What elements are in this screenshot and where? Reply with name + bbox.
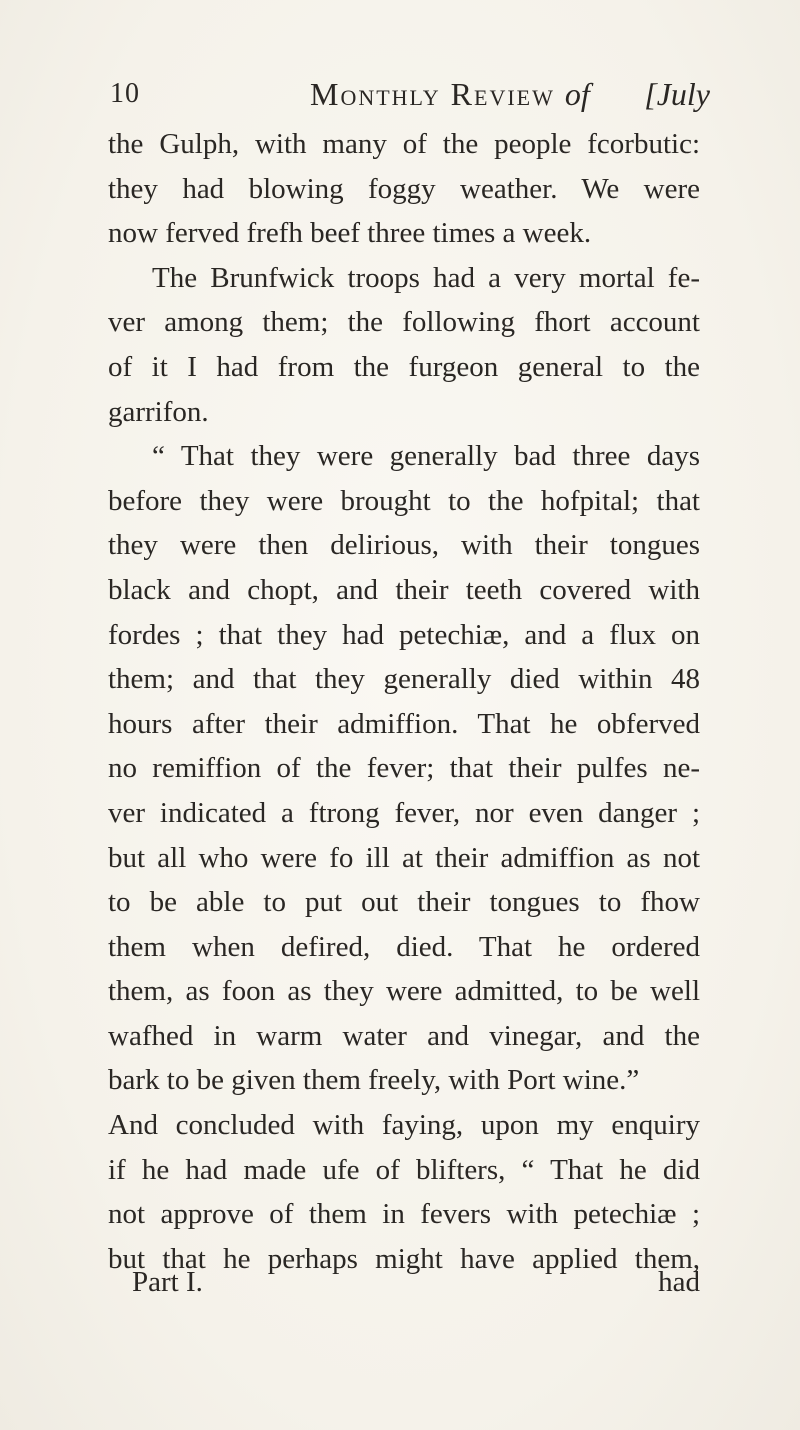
journal-title xyxy=(310,72,590,116)
text-line: if he had made ufe of blifters, “ That he did xyxy=(108,1153,700,1186)
text-line: ver indicated a ftrong fever, nor even danger ; xyxy=(108,796,700,829)
journal-title-of: of xyxy=(564,76,590,112)
month-label: [July xyxy=(644,76,710,112)
text-line: The Brunfwick troops had a very mortal fe- xyxy=(152,261,700,294)
text-line: them, as foon as they were admitted, to be well xyxy=(108,975,700,1008)
text-line: them; and that they generally died within 48 xyxy=(108,663,700,696)
text-line: to be able to put out their tongues to fhow xyxy=(108,886,700,919)
page-footer xyxy=(108,1260,700,1304)
text-line: garrifon. xyxy=(108,395,209,428)
text-line: wafhed in warm water and vinegar, and the xyxy=(108,1019,700,1052)
text-line: they were then delirious, with their tongues xyxy=(108,529,700,562)
text-line: hours after their admiffion. That he obferved xyxy=(108,707,700,740)
text-line: now ferved frefh beef three times a week. xyxy=(108,217,592,250)
text-line: “ That they were generally bad three days xyxy=(152,440,700,473)
text-line: no remiffion of the fever; that their pulfes ne- xyxy=(108,752,700,785)
text-line: before they were brought to the hofpital; that xyxy=(108,484,700,517)
text-line: but all who were fo ill at their admiffion as not xyxy=(108,841,700,874)
text-line: they had blowing foggy weather. We were xyxy=(108,172,700,205)
text-line: bark to be given them freely, with Port wine.” xyxy=(108,1064,640,1097)
text-line: them when defired, died. That he ordered xyxy=(108,930,700,963)
text-line: but that he perhaps might have applied them, xyxy=(108,1242,700,1275)
catchword: had xyxy=(658,1266,700,1298)
text-line: ver among them; the following fhort account xyxy=(108,306,700,339)
text-line: the Gulph, with many of the people fcorbutic: xyxy=(108,128,700,160)
page-number: 10 xyxy=(110,78,140,109)
body-text xyxy=(108,122,700,1281)
text-line: And concluded with faying, upon my enquiry xyxy=(108,1109,700,1142)
text-line: fordes ; that they had petechiæ, and a flux on xyxy=(108,618,700,651)
text-line: black and chopt, and their teeth covered with xyxy=(108,573,700,606)
journal-title-text: Monthly Review xyxy=(310,76,555,112)
signature-mark: Part I. xyxy=(132,1266,203,1298)
text-line: not approve of them in fevers with petechiæ ; xyxy=(108,1198,700,1231)
text-line: of it I had from the furgeon general to the xyxy=(108,350,700,383)
running-head xyxy=(110,72,710,116)
